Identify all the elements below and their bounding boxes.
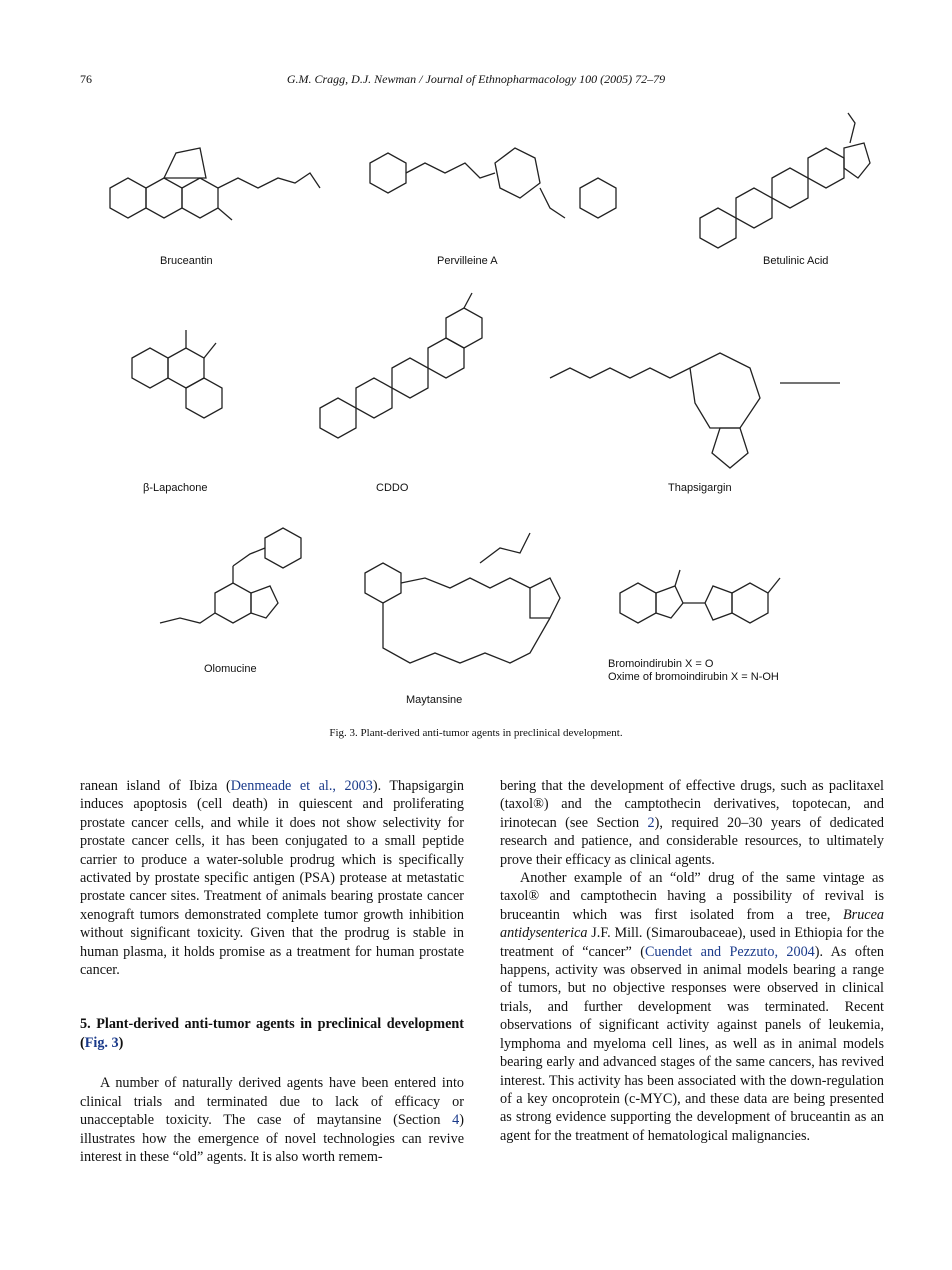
paragraph: Another example of an “old” drug of the same vintage as taxol® and camptothecin having a possibility of revival is bruceantin which was first isolated from a tree, Brucea antidysenterica J.F. Mill. (Simaroubaceae), used in Ethiopia for the treatment of “cancer” (Cuendet and Pezzuto, 2004). As often happens, activity was observed in animal models bearing a range of tumors, but no objective responses were observed in clinical trials, and further development was terminated. Recent observations of significant activity against panels of leukemia, lymphoma and myeloma cell lines, as well as in animal models bearing early and advanced stages of the same cancers, has revived interest. This activity has been associated with the down-regulation of a key oncoprotein (c-MYC), and these data are being presented as strong evidence supporting the development of bruceantin as an agent for the treatment of hematological malignancies. bbox=[500, 870, 885, 1144]
compound-label-bruceantin: Bruceantin bbox=[160, 255, 213, 267]
citation-link[interactable]: Cuendet and Pezzuto, 2004 bbox=[644, 943, 815, 960]
cddo-structure bbox=[320, 293, 482, 438]
citation-link[interactable]: Denmeade et al., 2003 bbox=[230, 778, 373, 794]
bromoindirubin-structure bbox=[620, 570, 780, 623]
beta-lapachone-structure bbox=[132, 330, 222, 418]
left-column bbox=[80, 777, 464, 1166]
pervilleine-a-structure bbox=[370, 148, 616, 218]
section-heading: 5. Plant-derived anti-tumor agents in preclinical development (Fig. 3) bbox=[80, 1016, 464, 1051]
compound-label-cddo: CDDO bbox=[376, 482, 409, 494]
right-column bbox=[500, 777, 884, 1145]
figure-3 bbox=[80, 108, 880, 713]
compound-label-maytansine: Maytansine bbox=[406, 694, 463, 706]
thapsigargin-structure bbox=[550, 353, 840, 468]
compound-label-bromoindirubin: Bromoindirubin X = O bbox=[608, 658, 714, 670]
section-link[interactable]: 4 bbox=[452, 1112, 460, 1129]
betulinic-acid-structure bbox=[700, 113, 870, 248]
compound-label-pervilleine-a: Pervilleine A bbox=[437, 255, 498, 267]
compound-label-beta-lapachone: β-Lapachone bbox=[143, 482, 208, 494]
maytansine-structure bbox=[365, 533, 560, 663]
paragraph: ranean island of Ibiza (Denmeade et al., 2003). Thapsigargin induces apoptosis (cell death) in quiescent and proliferating prostate cancer cells, and while it does not show selectivity for prostate cancer cells, it has been conjugated to a small peptide carrier to produce a water-soluble prodrug which is specifically activated by prostate specific antigen (PSA) protease at metastatic prostate cancer sites. Treatment of animals bearing prostate cancer xenograft tumors demonstrated complete tumor growth inhibition without significant toxicity. Given that the prodrug is stable in human plasma, it holds promise as a treatment for human prostate cancer. bbox=[80, 778, 464, 979]
bruceantin-structure bbox=[110, 148, 320, 220]
compound-label-betulinic-acid: Betulinic Acid bbox=[763, 255, 829, 267]
figure-caption: Fig. 3. Plant-derived anti-tumor agents in preclinical development. bbox=[329, 727, 623, 739]
chemical-structures-drawing bbox=[80, 108, 880, 713]
compound-label-olomucine: Olomucine bbox=[204, 663, 257, 675]
paragraph: bering that the development of effective drugs, such as paclitaxel (taxol®) and the camptothecin derivatives, topotecan, and irinotecan (see Section 2), required 20–30 years of dedicated research and patience, and considerable resources, to ultimately prove their efficacy as clinical agents. bbox=[500, 778, 884, 868]
olomucine-structure bbox=[160, 528, 301, 623]
compound-label-oxime-bromoindirubin: Oxime of bromoindirubin X = N-OH bbox=[608, 671, 779, 683]
compound-label-thapsigargin: Thapsigargin bbox=[668, 482, 732, 494]
figure-link[interactable]: Fig. 3 bbox=[84, 1034, 119, 1051]
paragraph: A number of naturally derived agents have been entered into clinical trials and terminated due to lack of efficacy or unacceptable toxicity. The case of maytansine (Section 4) illustrates how the emergence of novel technologies can revive interest in these “old” agents. It is also worth remem- bbox=[80, 1075, 464, 1165]
page-number: 76 bbox=[80, 72, 92, 86]
section-link[interactable]: 2 bbox=[647, 814, 655, 831]
running-head: G.M. Cragg, D.J. Newman / Journal of Ethnopharmacology 100 (2005) 72–79 bbox=[286, 72, 666, 86]
